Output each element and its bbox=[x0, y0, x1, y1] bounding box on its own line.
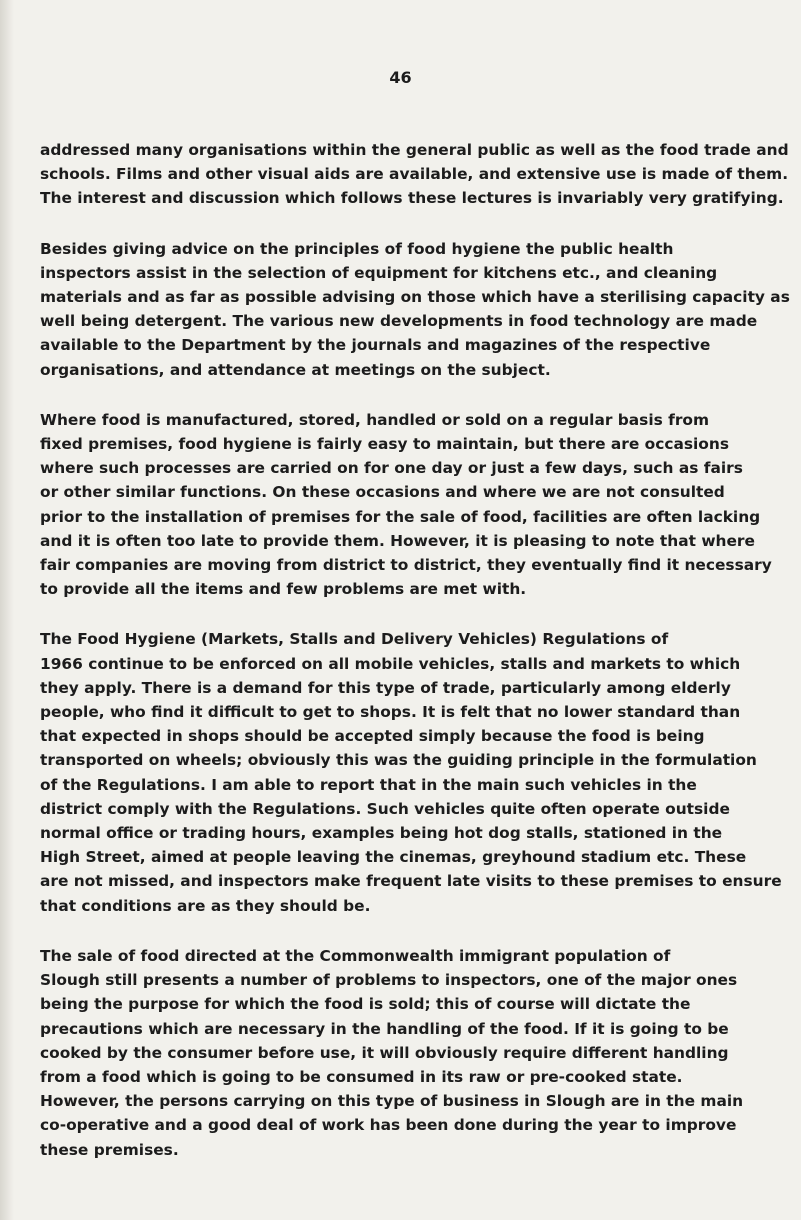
paragraph-advice-equipment bbox=[40, 237, 796, 382]
text-line: schools. Films and other visual aids are available, and extensive use is made of them. bbox=[40, 165, 789, 184]
text-line: well being detergent. The various new developments in food technology are made bbox=[40, 312, 758, 331]
text-line: However, the persons carrying on this type of business in Slough are in the main bbox=[40, 1092, 744, 1111]
text-line: Slough still presents a number of problems to inspectors, one of the major ones bbox=[40, 971, 738, 990]
text-line: fixed premises, food hygiene is fairly easy to maintain, but there are occasions bbox=[40, 435, 730, 454]
text-line: inspectors assist in the selection of equipment for kitchens etc., and cleaning bbox=[40, 263, 718, 282]
text-line: The sale of food directed at the Commonwealth immigrant population of bbox=[40, 946, 671, 965]
text-line: of the Regulations. I am able to report that in the main such vehicles in the bbox=[40, 775, 697, 794]
text-line: co-operative and a good deal of work has been done during the year to improve bbox=[40, 1116, 737, 1135]
text-line: they apply. There is a demand for this type of trade, particularly among elderly bbox=[40, 678, 731, 697]
paragraph-immigrant-food bbox=[40, 944, 796, 1162]
paragraph-fairs bbox=[40, 408, 796, 602]
text-line: that expected in shops should be accepted simply because the food is being bbox=[40, 727, 705, 746]
text-line: available to the Department by the journals and magazines of the respective bbox=[40, 336, 711, 355]
text-line: materials and as far as possible advising on those which have a sterilising capacity as bbox=[40, 288, 790, 307]
text-line: to provide all the items and few problems are met with. bbox=[40, 580, 527, 599]
text-line: being the purpose for which the food is sold; this of course will dictate the bbox=[40, 995, 691, 1014]
text-line: and it is often too late to provide them. However, it is pleasing to note that where bbox=[40, 531, 755, 550]
text-line: or other similar functions. On these occasions and where we are not consulted bbox=[40, 483, 725, 502]
text-line: precautions which are necessary in the handling of the food. If it is going to be bbox=[40, 1019, 729, 1038]
text-line: Besides giving advice on the principles of food hygiene the public health bbox=[40, 239, 674, 258]
text-line: prior to the installation of premises for the sale of food, facilities are often lacking bbox=[40, 507, 761, 526]
page-edge-shadow bbox=[0, 0, 14, 1220]
text-line: The interest and discussion which follows these lectures is invariably very gratifying. bbox=[40, 189, 784, 208]
text-line: normal office or trading hours, examples being hot dog stalls, stationed in the bbox=[40, 824, 723, 843]
text-line: are not missed, and inspectors make frequent late visits to these premises to ensure bbox=[40, 872, 782, 891]
paragraph-lectures bbox=[40, 138, 796, 211]
text-line: cooked by the consumer before use, it will obviously require different handling bbox=[40, 1043, 729, 1062]
text-line: organisations, and attendance at meetings on the subject. bbox=[40, 360, 551, 379]
text-line: addressed many organisations within the general public as well as the food trade and bbox=[40, 141, 789, 159]
text-line: fair companies are moving from district to district, they eventually find it necessary bbox=[40, 556, 772, 575]
text-line: district comply with the Regulations. Such vehicles quite often operate outside bbox=[40, 799, 730, 818]
text-line: from a food which is going to be consumed in its raw or pre-cooked state. bbox=[40, 1067, 683, 1086]
text-line: people, who find it difficult to get to shops. It is felt that no lower standard than bbox=[40, 703, 741, 722]
text-line: transported on wheels; obviously this was the guiding principle in the formulation bbox=[40, 751, 757, 770]
paragraph-regulations bbox=[40, 627, 796, 917]
text-line: these premises. bbox=[40, 1140, 179, 1159]
text-line: High Street, aimed at people leaving the cinemas, greyhound stadium etc. These bbox=[40, 848, 747, 867]
text-line: 1966 continue to be enforced on all mobile vehicles, stalls and markets to which bbox=[40, 654, 741, 673]
text-line: The Food Hygiene (Markets, Stalls and Delivery Vehicles) Regulations of bbox=[40, 630, 669, 649]
text-line: that conditions are as they should be. bbox=[40, 896, 371, 915]
body-text bbox=[40, 138, 796, 1188]
text-line: Where food is manufactured, stored, handled or sold on a regular basis from bbox=[40, 410, 710, 429]
text-line: where such processes are carried on for one day or just a few days, such as fairs bbox=[40, 459, 743, 478]
page-number: 46 bbox=[389, 68, 412, 87]
